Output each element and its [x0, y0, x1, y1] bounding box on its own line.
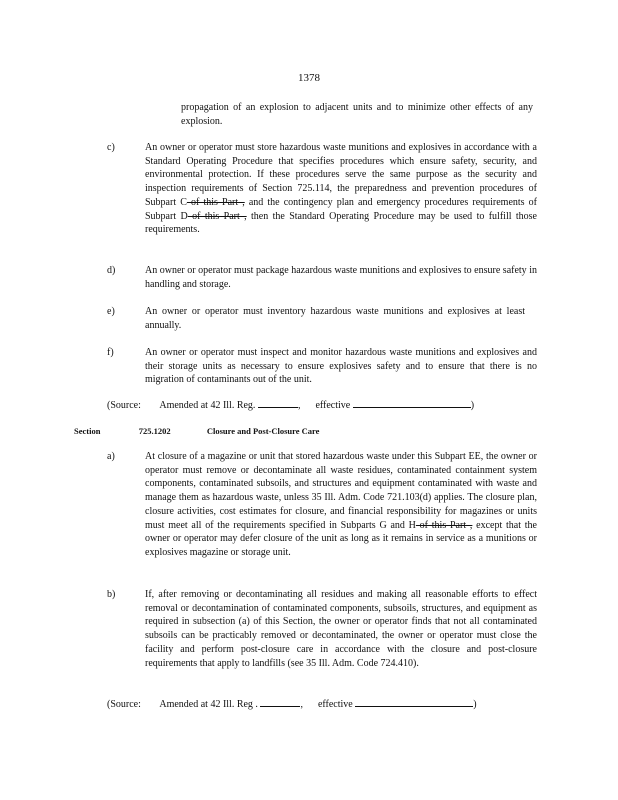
item-e-paragraph — [145, 305, 525, 332]
item-f-text: An owner or operator must inspect and monitor hazardous waste munitions and explosives and their storage units as necessary to ensure explosives safety and to ensure that there is no migration of contaminants out of the unit. — [145, 347, 537, 386]
item-d-label: d) — [107, 265, 116, 276]
source-2-reg-blank — [260, 697, 300, 707]
item-f-label: f) — [107, 347, 114, 358]
item-e-label: e) — [107, 306, 115, 317]
item-a-strike-1: of this Part , — [415, 519, 473, 531]
page-number: 1378 — [298, 72, 320, 84]
item-c-text-2: and the contingency plan and emergency procedures requirements of Subpart D — [145, 196, 538, 222]
source-1-effective-blank — [353, 398, 471, 408]
item-f-paragraph — [145, 346, 537, 387]
item-a-text-1: At closure of a magazine or unit that stored hazardous waste under this Subpart EE, the owner or operator must remove or decontaminate all waste residues, contaminated containment system components, contaminated subsoils, and structures and equipment contaminated with waste and manage them as hazardous waste, unless 35 Ill. Adm. Code 721.103(d) applies. The closure plan, closure activities, cost estimates for closure, and financial responsibility for magazines or units must meet all of the requirements specified in Subparts G and H — [145, 451, 537, 531]
source-2-close: ) — [473, 699, 477, 710]
source-1-close: ) — [470, 400, 475, 411]
intro-text: propagation of an explosion to adjacent units and to minimize other effects of any explosion. — [181, 102, 533, 127]
source-2-effective: effective — [317, 699, 353, 710]
source-1-reg-blank — [258, 398, 298, 408]
item-c-label: c) — [107, 142, 115, 153]
source-2-effective-blank — [355, 697, 473, 707]
source-2-amended: Amended at 42 Ill. Reg . — [159, 699, 258, 710]
item-d-text: An owner or operator must package hazardous waste munitions and explosives to ensure safety in handling and storage. — [145, 265, 537, 290]
source-1-comma: , — [297, 400, 301, 411]
section-title: Closure and Post-Closure Care — [206, 426, 320, 436]
item-c-strike-2: of this Part , — [187, 210, 247, 222]
item-d-paragraph — [145, 264, 537, 291]
source-2-prefix: (Source: — [107, 699, 141, 710]
item-a-paragraph — [145, 450, 537, 560]
section-number: 725.1202 — [138, 426, 171, 436]
source-note-1 — [107, 398, 474, 411]
item-a-text-2: except that the owner or operator may defer closure of the unit as long as it remains in service as a munitions or explosives magazine or storage unit. — [145, 519, 537, 558]
item-b-paragraph — [145, 588, 537, 670]
source-1-effective: effective — [315, 400, 351, 411]
item-c-text-1: An owner or operator must store hazardous waste munitions and explosives in accordance with a Standard Operating Procedure that specifies procedures which ensure safety, security, and environmental protection. If these procedures serve the same purpose as the security and inspection requirements of Section 725.114, the preparedness and prevention procedures of Subpart C — [145, 142, 537, 208]
item-e-text: An owner or operator must inventory hazardous waste munitions and explosives at least annually. — [145, 306, 525, 331]
item-b-label: b) — [107, 589, 116, 600]
item-c-text-3: then the Standard Operating Procedure may be used to fulfill those requirements. — [145, 210, 537, 236]
intro-paragraph — [181, 101, 533, 128]
item-c-strike-1: of this Part , — [186, 196, 245, 208]
source-1-prefix: (Source: — [107, 400, 141, 411]
item-b-text: If, after removing or decontaminating all residues and making all reasonable efforts to effect removal or decontamination of contaminated components, subsoils, structures, and equipment as required in subsection (a) of this Section, the owner or operator finds that not all contaminated subsoils can be practicably removed or decontaminated, the owner or operator must close the facility and perform post-closure care in accordance with the closure and post-closure requirements that apply to landfills (see 35 Ill. Adm. Code 724.410). — [145, 589, 537, 669]
item-a-label: a) — [107, 451, 115, 462]
section-word: Section — [74, 426, 101, 436]
section-heading — [74, 426, 554, 436]
source-2-comma: , — [300, 699, 303, 710]
item-c-paragraph — [145, 141, 537, 237]
source-note-2 — [107, 697, 477, 710]
source-1-amended: Amended at 42 Ill. Reg. — [159, 400, 256, 411]
